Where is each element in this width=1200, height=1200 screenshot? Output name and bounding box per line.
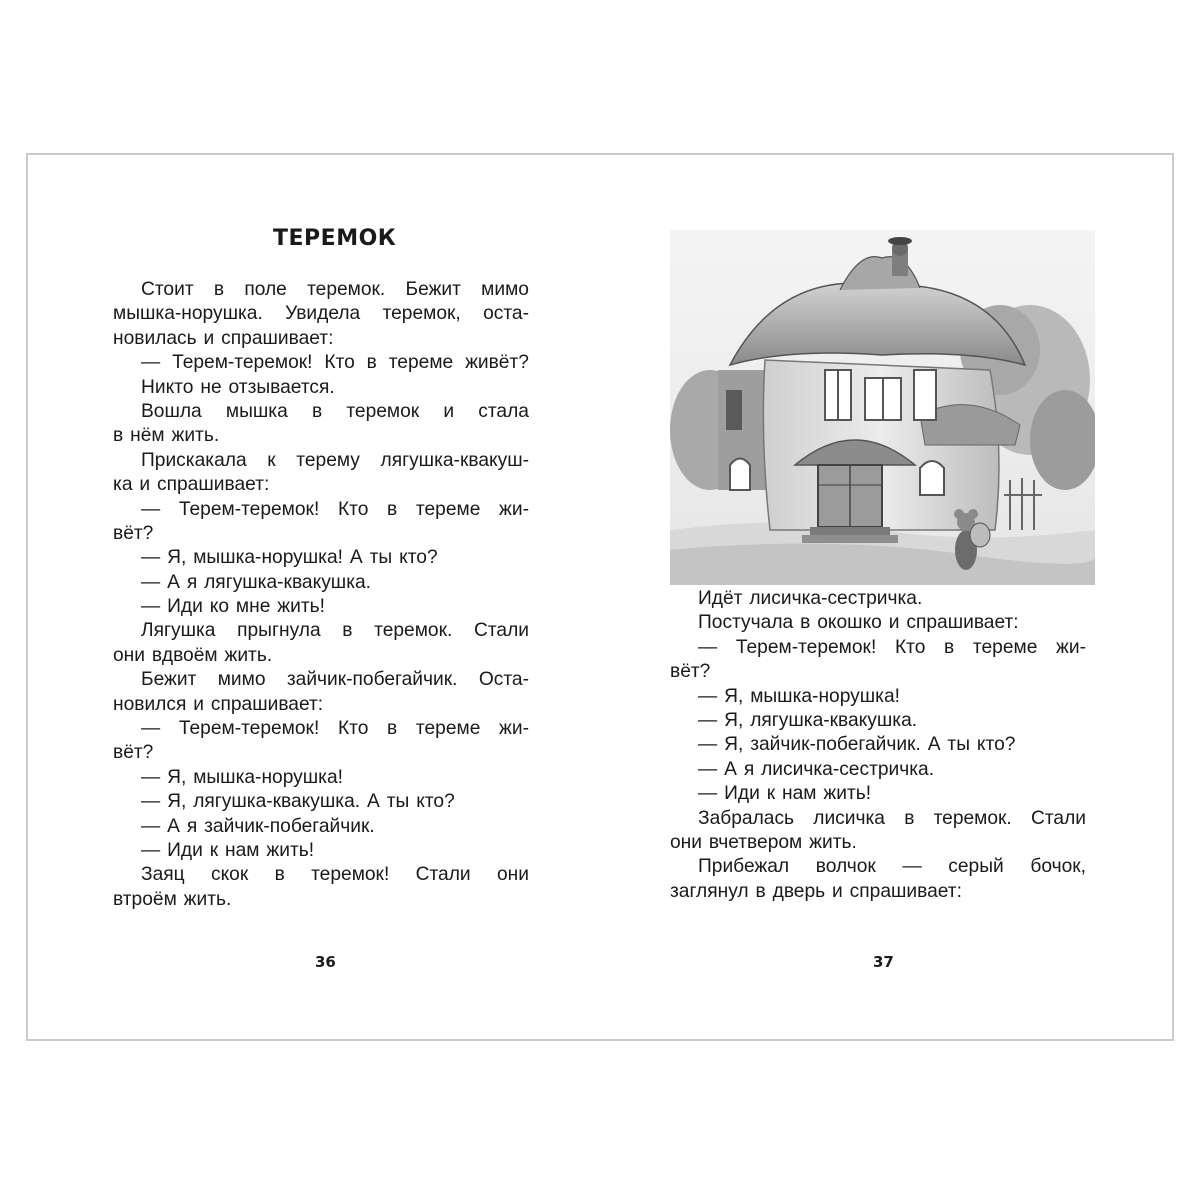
- text-line: Постучала в окошко и спрашивает:: [698, 612, 1019, 634]
- page-number-left: 36: [315, 953, 336, 971]
- text-line: Вошла мышка в теремок и стала: [141, 400, 529, 422]
- text-line: ка и спрашивает:: [113, 474, 270, 496]
- text-line: — Терем-теремок! Кто в тереме жи-: [141, 498, 529, 520]
- text-line: Бежит мимо зайчик-побегайчик. Оста-: [141, 669, 529, 691]
- left-page-text: [113, 278, 529, 912]
- text-line: — Терем-теремок! Кто в тереме жи-: [698, 636, 1086, 658]
- text-line: Лягушка прыгнула в теремок. Стали: [141, 620, 529, 642]
- text-line: в нём жить.: [113, 425, 220, 447]
- text-line: мышка-норушка. Увидела теремок, оста-: [113, 303, 529, 325]
- text-line: Прискакала к терему лягушка-квакуш-: [141, 449, 529, 471]
- text-line: заглянул в дверь и спрашивает:: [670, 880, 962, 902]
- text-line: — Терем-теремок! Кто в тереме живёт?: [141, 352, 529, 374]
- text-line: Прибежал волчок — серый бочок,: [698, 856, 1086, 878]
- text-line: втроём жить.: [113, 888, 232, 910]
- teremok-house-illustration-icon: [670, 230, 1095, 585]
- text-line: Идёт лисичка-сестричка.: [698, 588, 923, 609]
- right-page-text: [670, 587, 1086, 904]
- text-line: — Иди к нам жить!: [141, 839, 315, 861]
- text-line: — А я лисичка-сестричка.: [698, 758, 935, 780]
- text-line: — Иди к нам жить!: [698, 783, 872, 805]
- text-line: — Иди ко мне жить!: [141, 596, 325, 618]
- story-title: ТЕРЕМОК: [273, 226, 397, 251]
- text-line: они вдвоём жить.: [113, 644, 273, 666]
- text-line: Забралась лисичка в теремок. Стали: [698, 807, 1086, 829]
- text-line: — Терем-теремок! Кто в тереме жи-: [141, 718, 529, 740]
- text-line: новилась и спрашивает:: [113, 327, 334, 349]
- page-number-right: 37: [873, 953, 894, 971]
- text-line: — Я, мышка-норушка!: [698, 685, 900, 707]
- text-line: вёт?: [113, 522, 154, 544]
- text-line: они вчетвером жить.: [670, 831, 857, 853]
- text-line: вёт?: [113, 742, 154, 764]
- text-line: — А я зайчик-побегайчик.: [141, 815, 375, 837]
- text-line: Заяц скок в теремок! Стали они: [141, 864, 529, 886]
- text-line: — Я, мышка-норушка!: [141, 766, 343, 788]
- text-line: — Я, мышка-норушка! А ты кто?: [141, 547, 438, 569]
- text-line: — А я лягушка-квакушка.: [141, 571, 372, 593]
- text-line: новился и спрашивает:: [113, 693, 324, 715]
- text-line: — Я, зайчик-побегайчик. А ты кто?: [698, 734, 1016, 756]
- text-line: вёт?: [670, 661, 711, 683]
- text-line: — Я, лягушка-квакушка.: [698, 709, 918, 731]
- text-line: — Я, лягушка-квакушка. А ты кто?: [141, 791, 455, 813]
- text-line: Стоит в поле теремок. Бежит мимо: [141, 279, 529, 300]
- text-line: Никто не отзывается.: [141, 376, 335, 398]
